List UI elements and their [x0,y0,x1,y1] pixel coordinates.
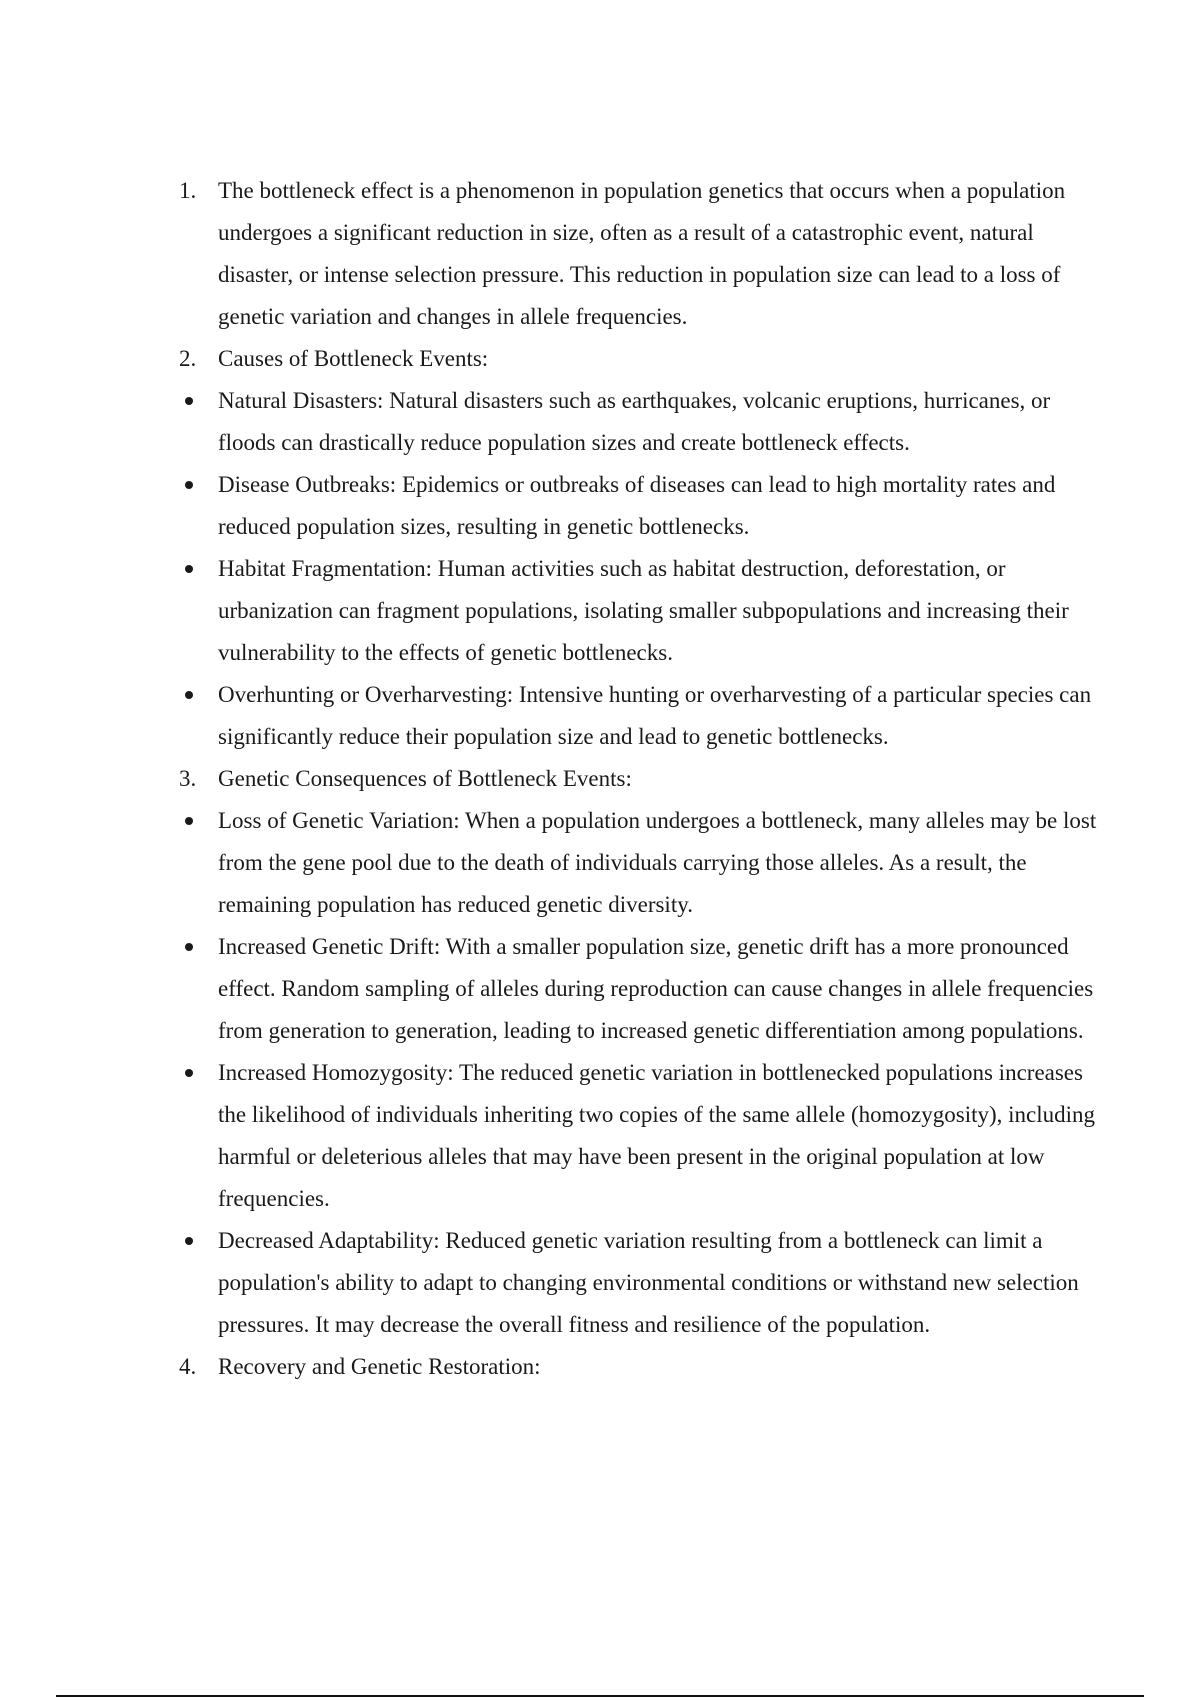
list-item-text: Decreased Adaptability: Reduced genetic variation resulting from a bottleneck can limit a population's ability to adapt to changing environmental conditions or withstand new selection pressures. It may decrease the overall fitness and resilience of the population. [218,1228,1079,1337]
list-item-text: Genetic Consequences of Bottleneck Events: [218,766,632,791]
list-item [179,548,1099,674]
list-item [179,926,1099,1052]
list-item [179,380,1099,464]
bullet-icon [185,943,193,951]
bullet-icon [185,691,193,699]
list-item-text: Causes of Bottleneck Events: [218,346,489,371]
list-number: 3. [179,766,197,791]
list-item-text: Disease Outbreaks: Epidemics or outbreaks of diseases can lead to high mortality rates and reduced population sizes, resulting in genetic bottlenecks. [218,472,1056,539]
list-item-text: Recovery and Genetic Restoration: [218,1354,541,1379]
list-number: 4. [179,1354,197,1379]
list-item [179,674,1099,758]
list-item-text: The bottleneck effect is a phenomenon in population genetics that occurs when a population undergoes a significant reduction in size, often as a result of a catastrophic event, natural disaster, or intense selection pressure. This reduction in population size can lead to a loss of genetic variation and changes in allele frequencies. [218,178,1066,329]
list-item [179,758,1099,800]
list-number: 1. [179,178,197,203]
bullet-icon [185,397,193,405]
list-item [179,464,1099,548]
bullet-icon [185,481,193,489]
document-body [179,170,1099,1388]
list-item-text: Overhunting or Overharvesting: Intensive hunting or overharvesting of a particular species can significantly reduce their population size and lead to genetic bottlenecks. [218,682,1092,749]
list-item [179,338,1099,380]
list-item-text: Increased Genetic Drift: With a smaller population size, genetic drift has a more pronounced effect. Random sampling of alleles during reproduction can cause changes in allele frequencies from generation to generation, leading to increased genetic differentiation among populations. [218,934,1094,1043]
bullet-icon [185,1237,193,1245]
list-item-text: Habitat Fragmentation: Human activities such as habitat destruction, deforestation, or urbanization can fragment populations, isolating smaller subpopulations and increasing their vulnerability to the effects of genetic bottlenecks. [218,556,1069,665]
list-item [179,1346,1099,1388]
bullet-icon [185,565,193,573]
list-item [179,800,1099,926]
list-item [179,1220,1099,1346]
list-item [179,170,1099,338]
list-number: 2. [179,346,197,371]
list-item-text: Loss of Genetic Variation: When a population undergoes a bottleneck, many alleles may be lost from the gene pool due to the death of individuals carrying those alleles. As a result, the remaining population has reduced genetic diversity. [218,808,1097,917]
bullet-icon [185,1069,193,1077]
list-item [179,1052,1099,1220]
footer-divider [56,1695,1144,1697]
bullet-icon [185,817,193,825]
list-item-text: Natural Disasters: Natural disasters such as earthquakes, volcanic eruptions, hurricanes, or floods can drastically reduce population sizes and create bottleneck effects. [218,388,1051,455]
list-item-text: Increased Homozygosity: The reduced genetic variation in bottlenecked populations increases the likelihood of individuals inheriting two copies of the same allele (homozygosity), including harmful or deleterious alleles that may have been present in the original population at low frequencies. [218,1060,1096,1211]
